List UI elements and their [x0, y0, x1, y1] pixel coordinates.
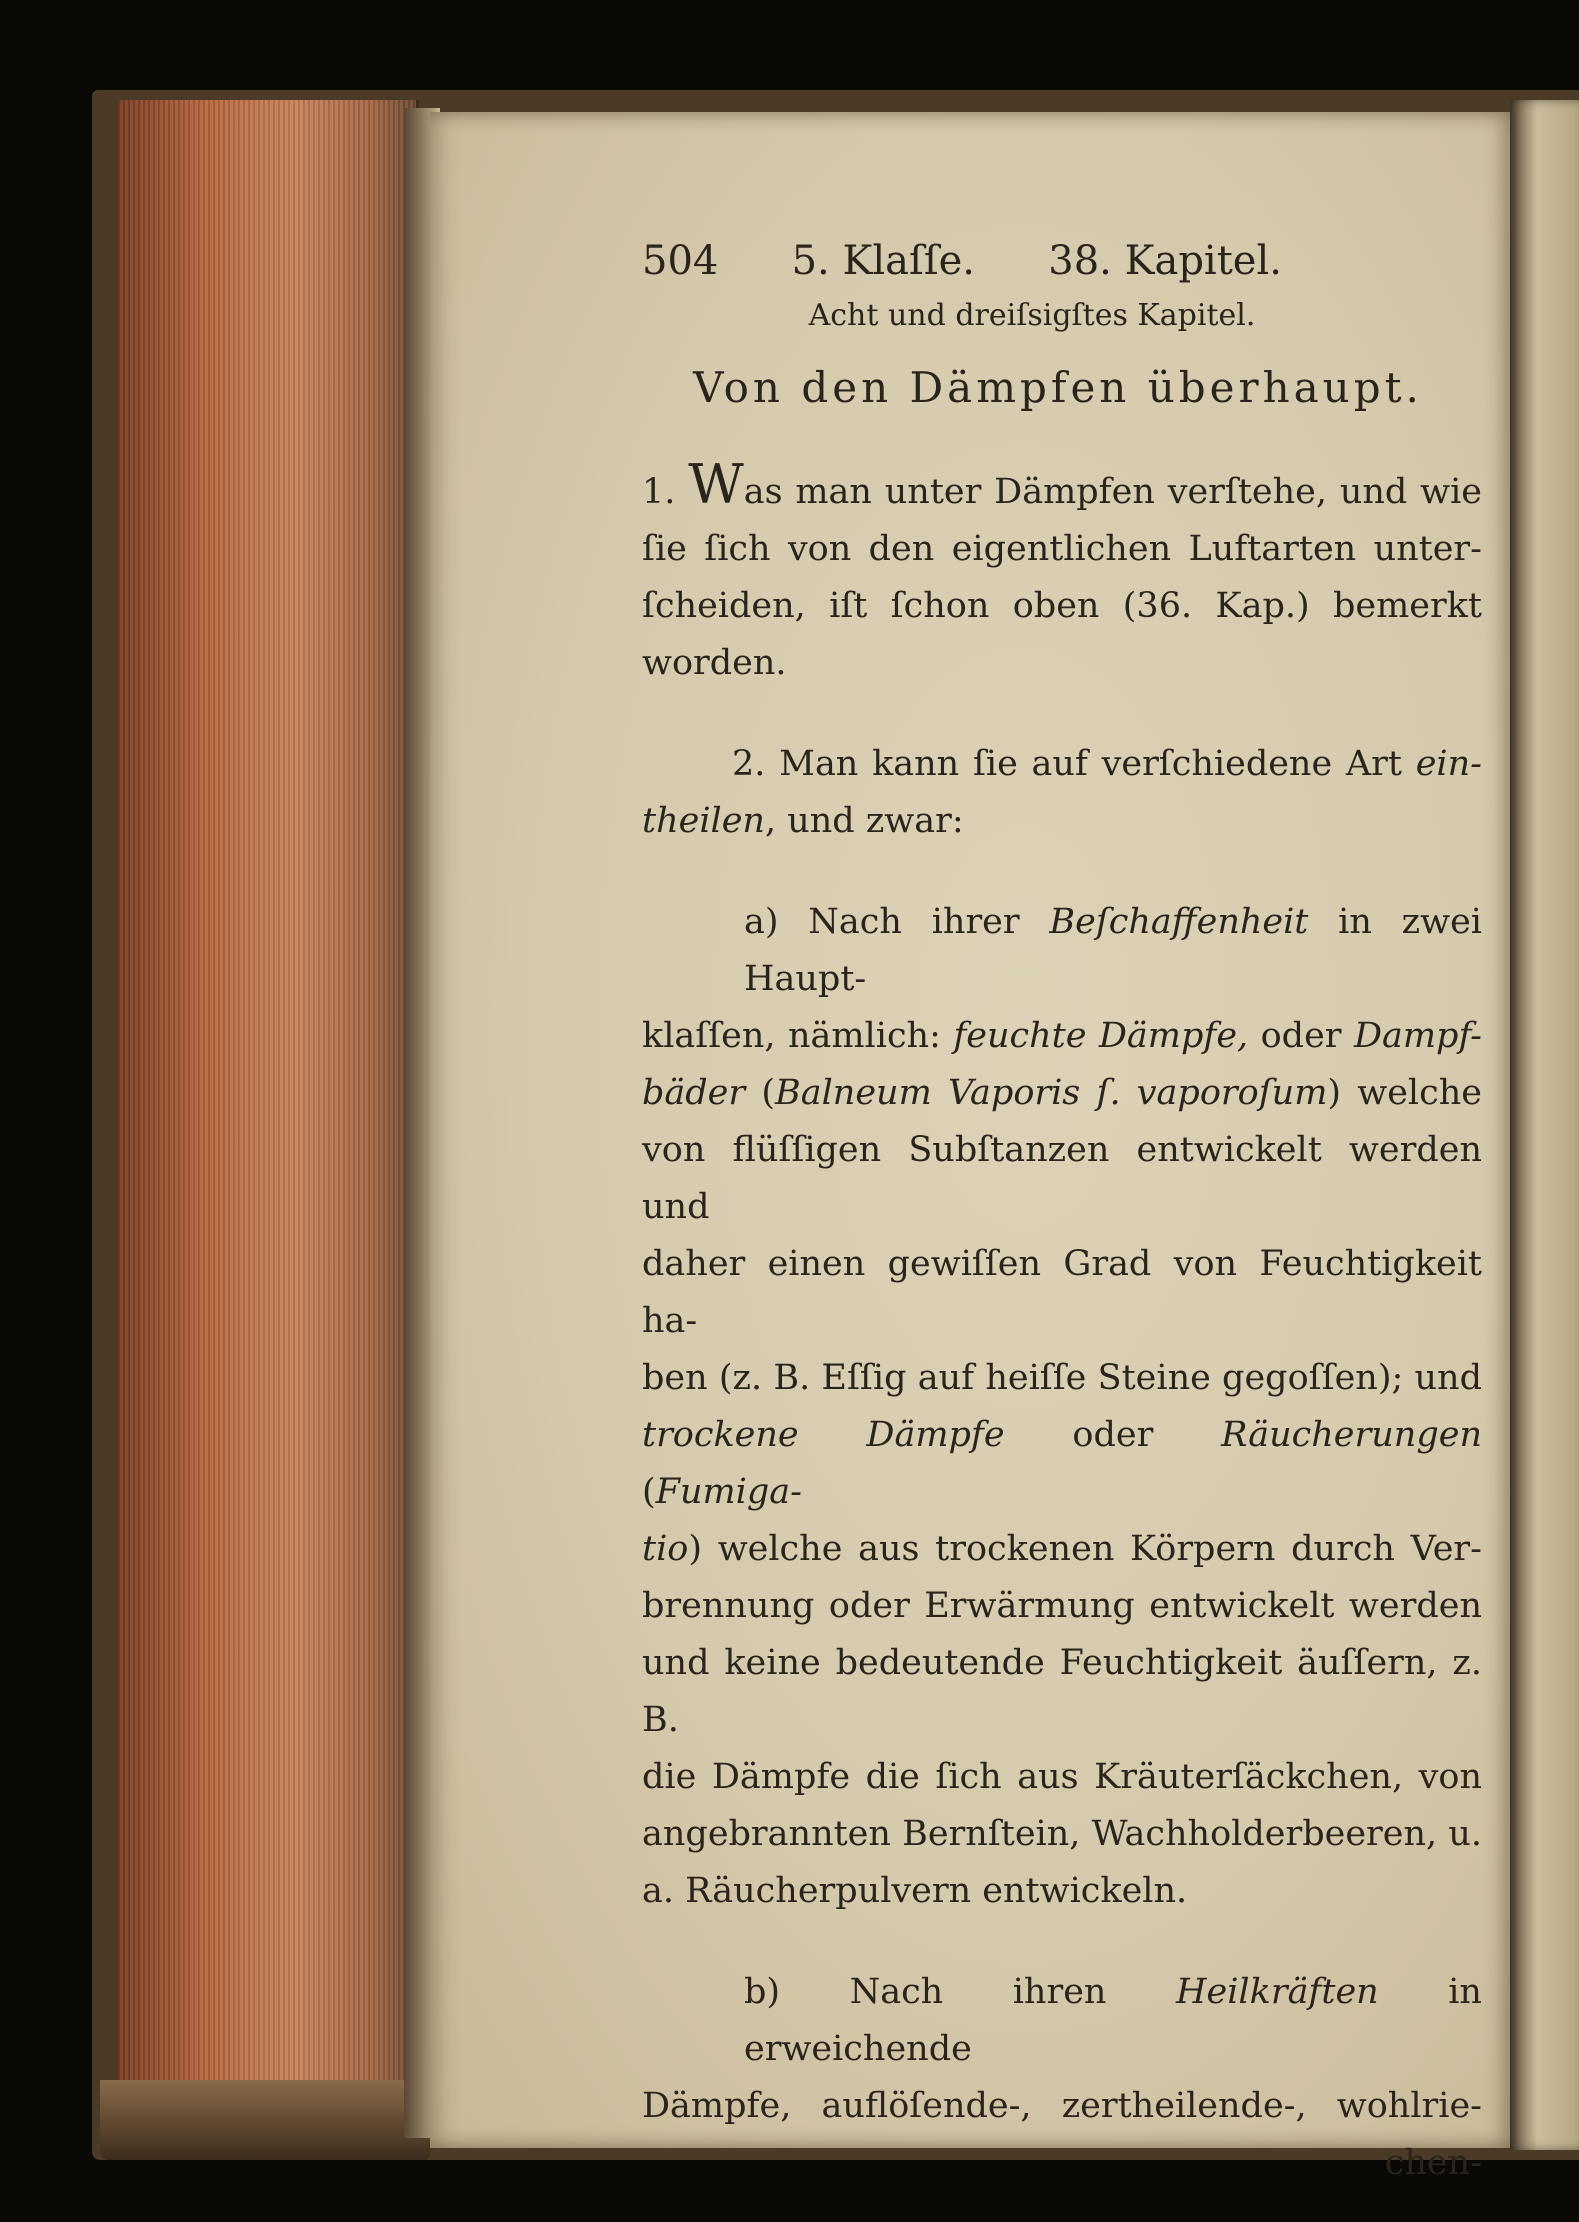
text-line: brennung oder Erwärmung entwickelt werden	[642, 1586, 1482, 1626]
text-line: Dämpfe, auflöſende-, zertheilende-, wohlrie-	[642, 2086, 1482, 2126]
catchword: chen-	[1384, 2143, 1482, 2183]
text-line: theilen, und zwar:	[642, 801, 964, 841]
book-bottom-edge	[100, 2080, 430, 2160]
text-line: ſcheiden, iſt ſchon oben (36. Kap.) bemerkt	[642, 586, 1482, 626]
text-line: ben (z. B. Eſſig auf heiſſe Steine gegoſſen); und	[642, 1358, 1482, 1398]
running-header	[642, 236, 1282, 286]
page-edges	[118, 100, 419, 2150]
text-line: klaſſen, nämlich: feuchte Dämpfe, oder Dampf-	[642, 1016, 1482, 1056]
next-page-edge	[1510, 100, 1579, 2150]
section-1	[642, 453, 1482, 692]
running-chapter: 38. Kapitel.	[1048, 238, 1282, 284]
text-line: bäder (Balneum Vaporis ſ. vaporoſum) welche	[642, 1073, 1482, 1113]
text-line: von flüſſigen Subſtanzen entwickelt werden und	[642, 1130, 1482, 1227]
text-line: a. Räucherpulvern entwickeln.	[642, 1871, 1188, 1911]
text-line: 2. Man kann ſie auf verſchiedene Art ein-	[732, 744, 1482, 784]
section-b	[642, 1964, 1482, 2192]
text-line: trockene Dämpfe oder Räucherungen (Fumiga-	[642, 1415, 1482, 1512]
text-line: die Dämpfe die ſich aus Kräuterſäckchen, von	[642, 1757, 1482, 1797]
text-line: worden.	[642, 643, 787, 683]
running-title: 5. Klaſſe.	[791, 238, 976, 284]
text-line: a) Nach ihrer Beſchaffenheit in zwei Haupt-	[744, 902, 1482, 999]
chapter-label: Acht und dreiſsigſtes Kapitel.	[808, 298, 1256, 333]
chapter-title: Von den Dämpfen überhaupt.	[693, 363, 1423, 412]
drop-cap: W	[688, 453, 744, 516]
section-2	[642, 736, 1482, 850]
text-line: ſie ſich von den eigentlichen Luftarten unter-	[642, 529, 1482, 569]
page-text	[642, 236, 1482, 2192]
text-line: b) Nach ihren Heilkräften in erweichende	[744, 1972, 1482, 2069]
text-line: angebrannten Bernſtein, Wachholderbeeren, u.	[642, 1814, 1482, 1854]
page-number: 504	[642, 238, 719, 284]
section-a	[642, 894, 1482, 1920]
text-line: 1. Was man unter Dämpfen verſtehe, und wie	[642, 453, 1482, 516]
text-line: und keine bedeutende Feuchtigkeit äuſſern, z. B.	[642, 1643, 1482, 1740]
text-line: tio) welche aus trockenen Körpern durch Ver-	[642, 1529, 1482, 1569]
text-line: daher einen gewiſſen Grad von Feuchtigkeit ha-	[642, 1244, 1482, 1341]
